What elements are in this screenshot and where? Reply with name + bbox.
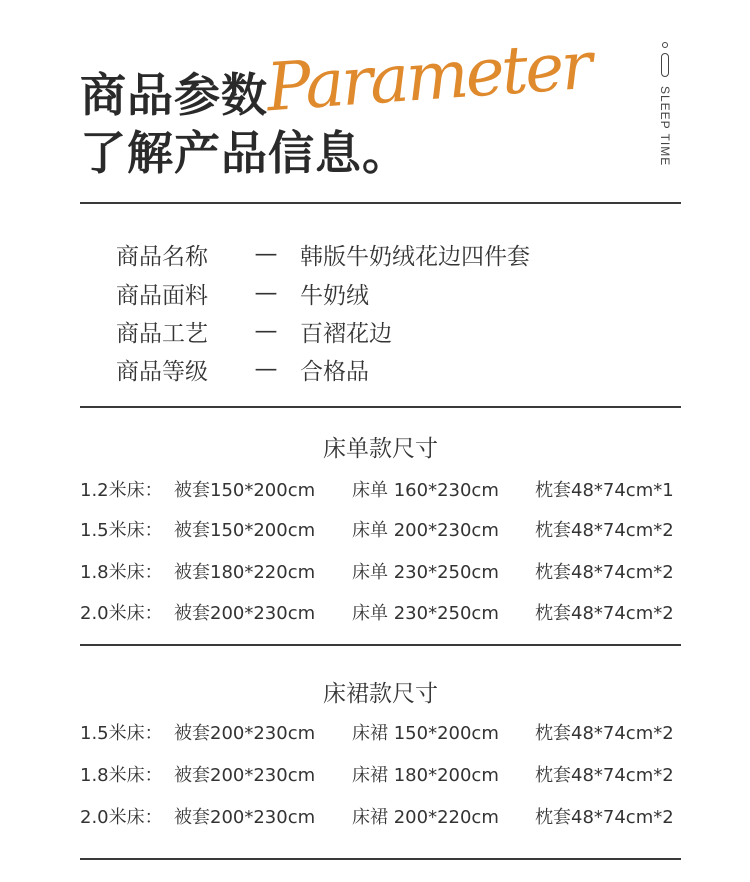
divider: [80, 202, 681, 204]
dot-icon: [662, 42, 668, 48]
page-subtitle: 了解产品信息。: [80, 126, 409, 180]
size-row: [80, 599, 690, 627]
side-text: SLEEP TIME: [658, 86, 672, 167]
quilt-size: 被套200*230cm: [174, 807, 316, 828]
quilt-size: 被套150*200cm: [174, 520, 316, 541]
quilt-size: 被套200*230cm: [174, 603, 316, 624]
sheet-size: 床单 230*250cm: [352, 603, 499, 624]
skirt-size: 床裙 180*200cm: [352, 765, 499, 786]
pillow-size: 枕套48*74cm*2: [535, 562, 674, 583]
param-dash: —: [254, 356, 278, 382]
page-title: 商品参数: [80, 68, 268, 122]
bed-size: 1.8米床：: [80, 562, 163, 583]
pillow-size: 枕套48*74cm*1: [535, 480, 674, 501]
param-row: [116, 278, 369, 308]
sheet-size: 床单 200*230cm: [352, 520, 499, 541]
pillow-size: 枕套48*74cm*2: [535, 723, 674, 744]
quilt-size: 被套180*220cm: [174, 562, 316, 583]
divider: [80, 858, 681, 860]
param-row: [116, 316, 392, 346]
sheet-size: 床单 230*250cm: [352, 562, 499, 583]
bed-size: 2.0米床：: [80, 807, 163, 828]
param-label: 商品面料: [116, 282, 208, 309]
bed-size: 1.5米床：: [80, 723, 163, 744]
sheet-size: 床单 160*230cm: [352, 480, 499, 501]
param-label: 商品工艺: [116, 320, 208, 347]
param-dash: —: [254, 241, 278, 267]
bed-size: 1.8米床：: [80, 765, 163, 786]
bed-size: 1.2米床：: [80, 480, 163, 501]
bed-size: 2.0米床：: [80, 603, 163, 624]
param-label: 商品等级: [116, 358, 208, 385]
script-word: Parameter: [264, 26, 593, 127]
side-badge: [654, 38, 678, 188]
param-value: 韩版牛奶绒花边四件套: [300, 243, 530, 270]
size-row: [80, 558, 690, 586]
divider: [80, 406, 681, 408]
param-value: 牛奶绒: [300, 282, 369, 309]
size-row: [80, 516, 690, 544]
skirt-size: 床裙 150*200cm: [352, 723, 499, 744]
pillow-size: 枕套48*74cm*2: [535, 765, 674, 786]
quilt-size: 被套150*200cm: [174, 480, 316, 501]
section-heading-sheet: 床单款尺寸: [323, 436, 438, 462]
pillow-size: 枕套48*74cm*2: [535, 603, 674, 624]
size-row: [80, 803, 690, 831]
param-row: [116, 354, 369, 384]
quilt-size: 被套200*230cm: [174, 723, 316, 744]
pill-icon: [661, 53, 669, 77]
quilt-size: 被套200*230cm: [174, 765, 316, 786]
divider: [80, 644, 681, 646]
size-row: [80, 476, 690, 504]
size-row: [80, 719, 690, 747]
param-dash: —: [254, 280, 278, 306]
skirt-size: 床裙 200*220cm: [352, 807, 499, 828]
section-heading-skirt: 床裙款尺寸: [323, 681, 438, 707]
param-dash: —: [254, 318, 278, 344]
param-row: [116, 239, 530, 269]
bed-size: 1.5米床：: [80, 520, 163, 541]
param-value: 百褶花边: [300, 320, 392, 347]
param-value: 合格品: [300, 358, 369, 385]
size-row: [80, 761, 690, 789]
pillow-size: 枕套48*74cm*2: [535, 520, 674, 541]
param-label: 商品名称: [116, 243, 208, 270]
pillow-size: 枕套48*74cm*2: [535, 807, 674, 828]
